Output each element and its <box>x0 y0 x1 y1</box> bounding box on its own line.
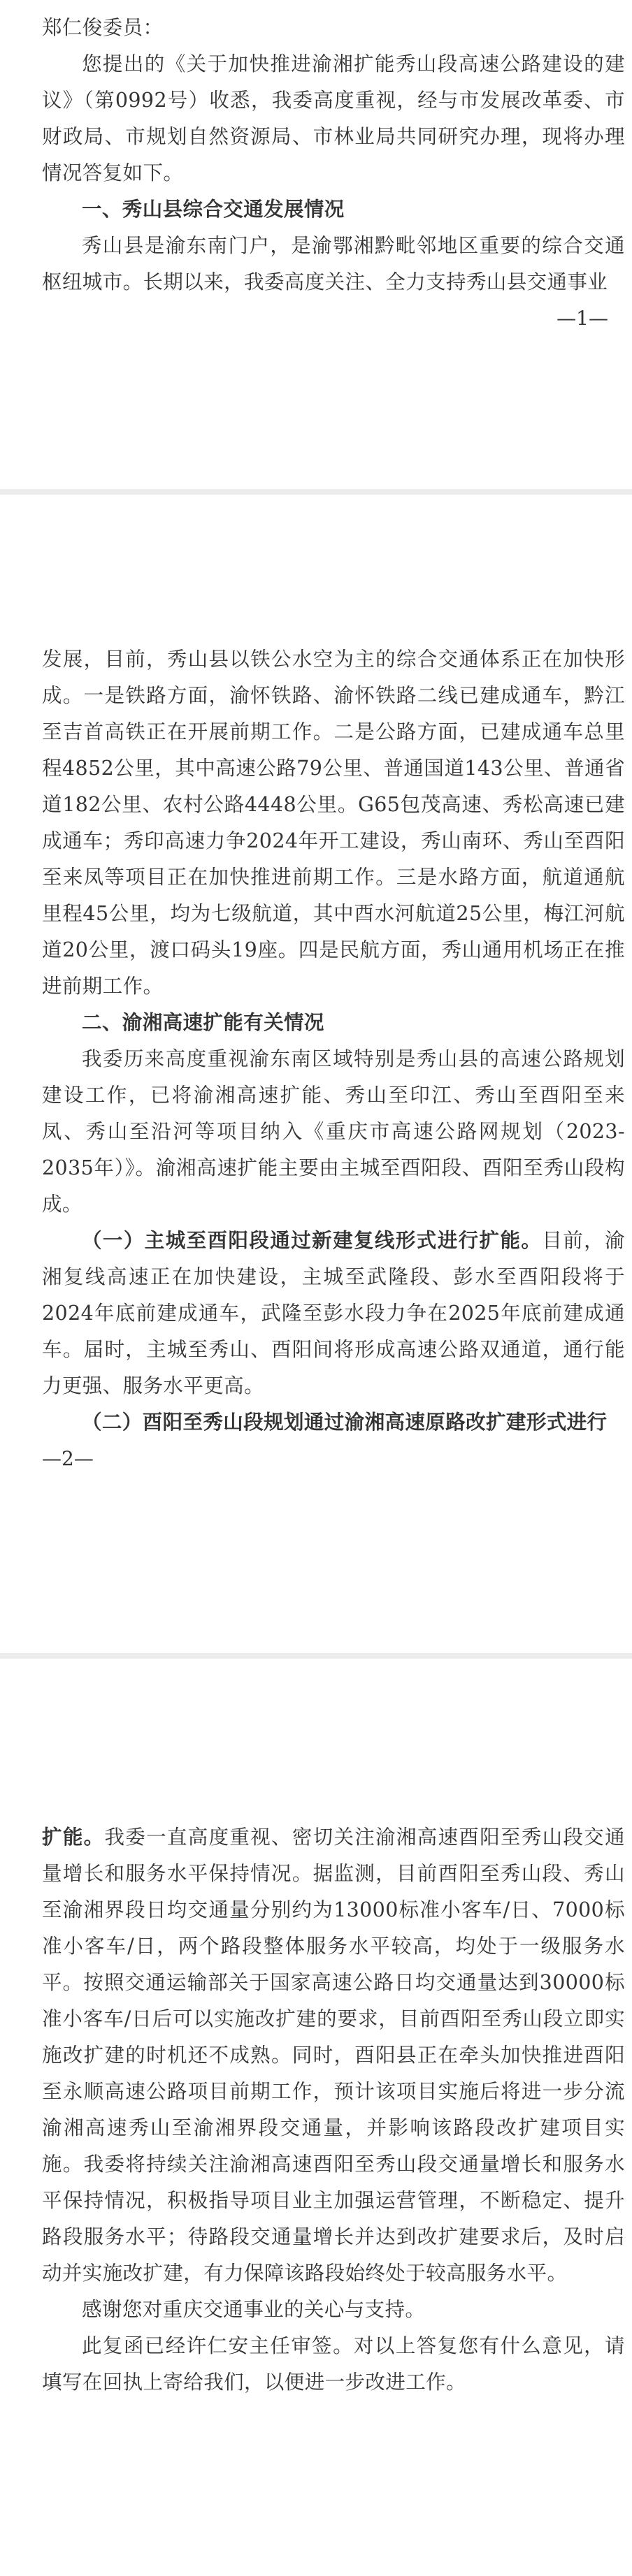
section-heading-1: 一、秀山县综合交通发展情况 <box>82 198 345 221</box>
section2-intro-paragraph: 我委历来高度重视渝东南区域特别是秀山县的高速公路规划建设工作，已将渝湘高速扩能、秀山至印江、秀山至酉阳至来凤、秀山至沿河等项目纳入《重庆市高速公路网规划（2023-2035年）》。渝湘高速扩能主要由主城至酉阳段、酉阳至秀山段构成。 <box>42 1047 625 1216</box>
intro-paragraph: 您提出的《关于加快推进渝湘扩能秀山段高速公路建设的建议》（第0992号）收悉，我委高度重视，经与市发展改革委、市财政局、市规划自然资源局、市林业局共同研究办理，现将办理情况答复如下。 <box>42 52 625 184</box>
salutation: 郑仁俊委员： <box>42 16 164 39</box>
section1-paragraph-start: 秀山县是渝东南门户，是渝鄂湘黔毗邻地区重要的综合交通枢纽城市。长期以来，我委高度关注、全力支持秀山县交通事业 <box>42 234 625 293</box>
section-heading-2: 二、渝湘高速扩能有关情况 <box>82 1011 324 1034</box>
subsection2-label-continued: 扩能。 <box>42 1826 105 1849</box>
subsection2-label: （二）酉阳至秀山段规划通过渝湘高速原路改扩建形式进行 <box>82 1411 608 1434</box>
document-page-2 <box>0 495 632 1653</box>
page-number-2: —2— <box>42 1447 94 1470</box>
subsection2-label-start <box>42 1404 625 1441</box>
page-number-1: —1— <box>556 307 608 330</box>
subsection2-text: 我委一直高度重视、密切关注渝湘高速酉阳至秀山段交通量增长和服务水平保持情况。据监测，目前酉阳至秀山段、秀山至渝湘界段日均交通量分别约为13000标准小客车/日、7000标准小客车/日，两个路段整体服务水平较高，均处于一级服务水平。按照交通运输部关于国家高速公路日均交通量达到30000标准小客车/日后可以实施改扩建的要求，目前酉阳至秀山段立即实施改扩建的时机还不成熟。同时，酉阳县正在牵头加快推进酉阳至永顺高速公路项目前期工作，预计该项目实施后将进一步分流渝湘高速秀山至渝湘界段交通量，并影响该路段改扩建项目实施。我委将持续关注渝湘高速酉阳至秀山段交通量增长和服务水平保持情况，积极指导项目业主加强运营管理，不断稳定、提升路段服务水平；待路段交通量增长并达到改扩建要求后，及时启动并实施改扩建，有力保障该路段始终处于较高服务水平。 <box>42 1826 625 2285</box>
thanks-paragraph: 感谢您对重庆交通事业的关心与支持。 <box>82 2298 426 2321</box>
closing-paragraph: 此复函已经许仁安主任审签。对以上答复您有什么意见，请填写在回执上寄给我们，以便进一步改进工作。 <box>42 2334 625 2394</box>
document-page-3 <box>0 1659 632 2576</box>
document-page-1 <box>0 0 632 489</box>
subsection2-paragraph <box>42 1819 625 2292</box>
section1-paragraph-continued: 发展，目前，秀山县以铁公水空为主的综合交通体系正在加快形成。一是铁路方面，渝怀铁路、渝怀铁路二线已建成通车，黔江至吉首高铁正在开展前期工作。二是公路方面，已建成通车总里程4852公里，其中高速公路79公里、普通国道143公里、普通省道182公里、农村公路4448公里。G65包茂高速、秀松高速已建成通车；秀印高速力争2024年开工建设，秀山南环、秀山至酉阳至来凤等项目正在加快推进前期工作。三是水路方面，航道通航里程45公里，均为七级航道，其中酉水河航道25公里，梅江河航道20公里，渡口码头19座。四是民航方面，秀山通用机场正在推进前期工作。 <box>42 648 625 998</box>
subsection1-text: 目前，渝湘复线高速正在加快建设，主城至武隆段、彭水至酉阳段将于2024年底前建成通车，武隆至彭水段力争在2025年底前建成通车。届时，主城至秀山、酉阳间将形成高速公路双通道，通行能力更强、服务水平更高。 <box>42 1229 625 1397</box>
subsection1-paragraph <box>42 1223 625 1404</box>
subsection1-label: （一）主城至酉阳段通过新建复线形式进行扩能。 <box>82 1229 543 1252</box>
